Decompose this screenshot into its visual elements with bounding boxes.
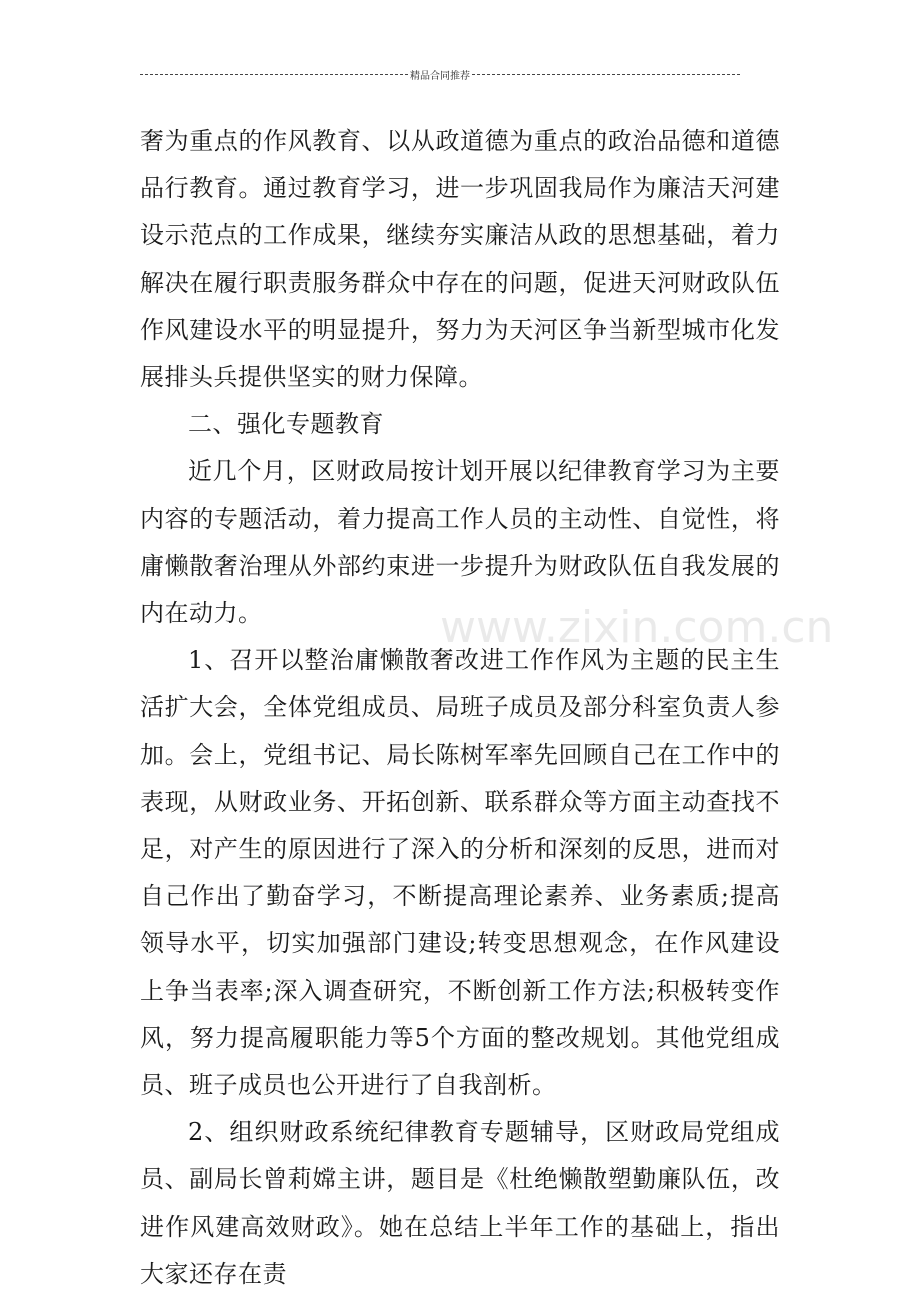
page-header: [140, 66, 740, 82]
paragraph-continuation: 奢为重点的作风教育、以从政道德为重点的政治品德和道德品行教育。通过教育学习，进一步巩固我局作为廉洁天河建设示范点的工作成果，继续夯实廉洁从政的思想基础，着力解决在履行职责服务群众中存在的问题，促进天河财政队伍作风建设水平的明显提升，努力为天河区争当新型城市化发展排头兵提供坚实的财力保障。: [140, 127, 780, 392]
paragraph: 2、组织财政系统纪律教育专题辅导，区财政局党组成员、副局长曾莉嫦主讲，题目是《杜绝懒散塑勤廉队伍，改进作风建高效财政》。她在总结上半年工作的基础上，指出大家还存在责: [140, 1118, 780, 1288]
header-dash-left: [140, 74, 408, 75]
paragraph: 近几个月，区财政局按计划开展以纪律教育学习为主要内容的专题活动，着力提高工作人员的主动性、自觉性，将庸懒散奢治理从外部约束进一步提升为财政队伍自我发展的内在动力。: [140, 457, 780, 628]
watermark: www.zixin.com.cn: [440, 602, 834, 653]
header-label: 精品合同推荐: [410, 70, 470, 82]
paragraph: 1、召开以整治庸懒散奢改进工作作风为主题的民主生活扩大会，全体党组成员、局班子成员及部分科室负责人参加。会上，党组书记、局长陈树军率先回顾自己在工作中的表现，从财政业务、开拓创新、联系群众等方面主动查找不足，对产生的原因进行了深入的分析和深刻的反思，进而对自己作出了勤奋学习，不断提高理论素养、业务素质;提高领导水平，切实加强部门建设;转变思想观念，在作风建设上争当表率;深入调查研究，不断创新工作方法;积极转变作风，努力提高履职能力等5个方面的整改规划。其他党组成员、班子成员也公开进行了自我剖析。: [140, 646, 780, 1100]
header-dash-right: [472, 74, 740, 75]
section-heading: 二、强化专题教育: [188, 410, 384, 439]
document-body: [140, 118, 780, 1298]
